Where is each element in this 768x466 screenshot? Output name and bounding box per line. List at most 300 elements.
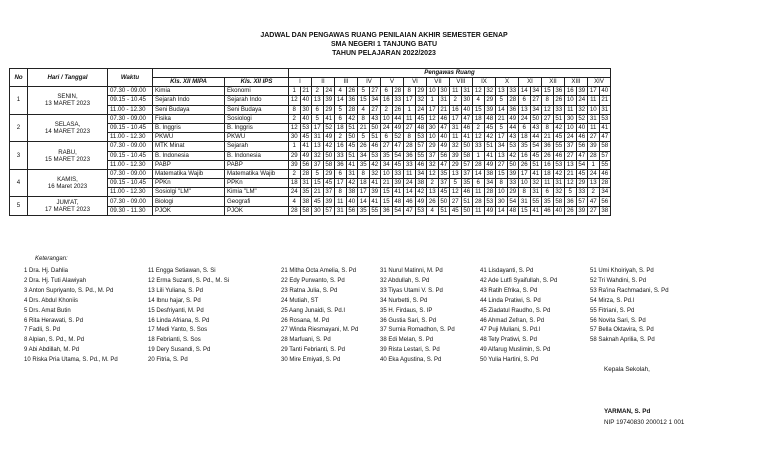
proctor-number: 12 <box>473 133 485 142</box>
proctor-number: 31 <box>335 206 347 215</box>
mipa-subject: Matematika Wajib <box>153 169 225 178</box>
staff-entry: 2 Dra. Hj. Tuti Alawiyah <box>24 277 87 284</box>
proctor-number: 4 <box>427 206 439 215</box>
ips-subject: PJOK <box>225 206 289 215</box>
proctor-number: 11 <box>588 96 600 105</box>
staff-entry: 39 Rista Lestari, S. Pd <box>380 347 440 354</box>
proctor-number: 42 <box>346 114 358 123</box>
proctor-number: 36 <box>542 142 554 151</box>
proctor-number: 11 <box>335 197 347 206</box>
proctor-number: 48 <box>507 206 519 215</box>
proctor-number: 39 <box>484 105 496 114</box>
proctor-number: 51 <box>484 142 496 151</box>
proctor-number: 15 <box>473 105 485 114</box>
staff-entry: 42 Ade Lutfi Syaifullah, S. Pd <box>480 277 558 284</box>
proctor-number: 10 <box>381 169 393 178</box>
time-cell: 11.00 - 12.30 <box>108 105 153 114</box>
room-header: II <box>312 78 335 87</box>
proctor-number: 16 <box>335 142 347 151</box>
staff-entry: 4 Drs. Abdul Khoniis <box>24 297 79 304</box>
proctor-number: 28 <box>473 160 485 169</box>
proctor-number: 29 <box>484 96 496 105</box>
proctor-number: 33 <box>553 105 565 114</box>
proctor-number: 41 <box>369 197 381 206</box>
proctor-number: 43 <box>530 123 542 132</box>
proctor-number: 21 <box>599 96 611 105</box>
proctor-number: 11 <box>473 206 485 215</box>
proctor-number: 42 <box>553 169 565 178</box>
proctor-number: 8 <box>404 133 416 142</box>
proctor-number: 36 <box>335 160 347 169</box>
proctor-number: 53 <box>599 114 611 123</box>
proctor-number: 13 <box>496 87 508 96</box>
proctor-number: 45 <box>415 114 427 123</box>
proctor-number: 41 <box>369 179 381 188</box>
staff-entry: 46 Ahmad Zefran, S. Pd <box>480 317 545 324</box>
proctor-number: 49 <box>415 197 427 206</box>
mipa-subject: Sosiolgi "LM" <box>153 188 225 197</box>
day-name: KAMIS, <box>57 176 78 184</box>
proctor-number: 21 <box>300 87 312 96</box>
room-header: VII <box>427 78 450 87</box>
proctor-number: 17 <box>404 96 416 105</box>
day-name: SELASA, <box>54 121 81 129</box>
proctor-number: 38 <box>415 179 427 188</box>
proctor-number: 49 <box>323 133 335 142</box>
mipa-subject: PJOK <box>153 206 225 215</box>
proctor-number: 47 <box>461 114 473 123</box>
staff-entry: 23 Ratna Julia, S. Pd <box>281 287 338 294</box>
proctor-number: 53 <box>369 151 381 160</box>
proctor-number: 55 <box>553 142 565 151</box>
schedule-row <box>10 114 611 123</box>
proctor-number: 18 <box>358 179 370 188</box>
proctor-number: 58 <box>553 197 565 206</box>
proctor-number: 40 <box>346 197 358 206</box>
proctor-number: 33 <box>392 169 404 178</box>
proctor-number: 16 <box>565 87 577 96</box>
proctor-number: 2 <box>312 87 324 96</box>
room-header: XIV <box>588 78 611 87</box>
time-cell: 09.15 - 10.45 <box>108 179 153 188</box>
time-cell: 07.30 - 09.00 <box>108 142 153 151</box>
proctor-number: 6 <box>542 188 554 197</box>
proctor-number: 17 <box>358 188 370 197</box>
proctor-number: 2 <box>427 179 439 188</box>
staff-entry: 16 Linda Afriana, S. Pd <box>148 317 210 324</box>
proctor-number: 45 <box>300 133 312 142</box>
proctor-number: 32 <box>415 96 427 105</box>
proctor-number: 28 <box>346 105 358 114</box>
staff-entry: 36 Gustia Sari, S. Pd <box>380 317 437 324</box>
proctor-number: 6 <box>381 133 393 142</box>
staff-entry: 30 Mire Emiyati, S. Pd <box>281 357 341 364</box>
proctor-number: 13 <box>312 142 324 151</box>
proctor-number: 28 <box>404 142 416 151</box>
proctor-number: 17 <box>335 179 347 188</box>
staff-entry: 53 Ra'ina Rachmadani, S. Pd <box>590 287 669 294</box>
proctor-number: 35 <box>519 142 531 151</box>
staff-entry: 14 Ibnu hajar, S. Pd <box>148 297 201 304</box>
staff-entry: 27 Winda Riesmayani, M. Pd <box>281 327 359 334</box>
proctor-number: 50 <box>369 123 381 132</box>
proctor-number: 36 <box>565 197 577 206</box>
proctor-number: 8 <box>358 169 370 178</box>
proctor-number: 33 <box>576 188 588 197</box>
proctor-number: 53 <box>300 123 312 132</box>
proctor-number: 27 <box>565 151 577 160</box>
proctor-number: 26 <box>565 206 577 215</box>
proctor-number: 55 <box>530 197 542 206</box>
proctor-number: 4 <box>289 197 301 206</box>
proctor-number: 24 <box>381 123 393 132</box>
proctor-number: 24 <box>289 188 301 197</box>
proctor-number: 33 <box>404 160 416 169</box>
proctor-number: 51 <box>461 197 473 206</box>
day-cell <box>28 114 108 142</box>
proctor-number: 37 <box>312 160 324 169</box>
proctor-number: 45 <box>484 123 496 132</box>
proctor-number: 41 <box>392 188 404 197</box>
proctor-number: 42 <box>323 142 335 151</box>
proctor-number: 10 <box>496 188 508 197</box>
proctor-number: 18 <box>289 179 301 188</box>
staff-entry: 41 Lisdayanti, S. Pd <box>480 268 534 274</box>
proctor-number: 57 <box>576 197 588 206</box>
proctor-number: 13 <box>519 105 531 114</box>
proctor-number: 33 <box>507 87 519 96</box>
staff-entry: 49 Alfarug Muslimin, S. Pd <box>480 347 551 354</box>
proctor-number: 35 <box>358 206 370 215</box>
proctor-number: 1 <box>404 105 416 114</box>
proctor-number: 5 <box>496 96 508 105</box>
ips-subject: PABP <box>225 160 289 169</box>
time-cell: 11.00 - 12.30 <box>108 188 153 197</box>
proctor-number: 46 <box>542 206 554 215</box>
proctor-number: 56 <box>438 151 450 160</box>
proctor-number: 41 <box>461 133 473 142</box>
proctor-number: 36 <box>381 206 393 215</box>
staff-entry: 8 Alpian, S. Pd., M. Pd <box>24 337 85 344</box>
proctor-number: 55 <box>415 151 427 160</box>
proctor-number: 51 <box>369 133 381 142</box>
proctor-number: 21 <box>438 105 450 114</box>
proctor-number: 2 <box>289 169 301 178</box>
proctor-number: 38 <box>484 169 496 178</box>
proctor-number: 31 <box>438 96 450 105</box>
proctor-number: 29 <box>415 87 427 96</box>
proctor-number: 51 <box>438 206 450 215</box>
ips-header: Kls. XII IPS <box>225 78 289 87</box>
proctor-number: 2 <box>289 114 301 123</box>
proctor-number: 1 <box>588 160 600 169</box>
proctor-number: 10 <box>588 105 600 114</box>
proctor-number: 28 <box>300 169 312 178</box>
day-number: 5 <box>10 197 28 215</box>
proctor-number: 1 <box>473 151 485 160</box>
proctor-number: 46 <box>553 151 565 160</box>
proctor-number: 11 <box>473 188 485 197</box>
time-cell: 09.15 - 10.45 <box>108 96 153 105</box>
proctor-number: 45 <box>323 179 335 188</box>
proctor-number: 8 <box>358 114 370 123</box>
proctor-number: 49 <box>438 142 450 151</box>
ips-subject: B. Indonesia <box>225 151 289 160</box>
proctor-number: 16 <box>381 96 393 105</box>
proctor-number: 6 <box>519 123 531 132</box>
proctor-number: 31 <box>530 188 542 197</box>
staff-column-5 <box>480 267 557 366</box>
proctor-number: 14 <box>496 105 508 114</box>
proctor-number: 34 <box>358 151 370 160</box>
staff-entry: 19 Dery Susandi, S. Pd <box>148 347 211 354</box>
proctor-number: 15 <box>381 197 393 206</box>
mipa-subject: B. Inggris <box>153 123 225 132</box>
day-number: 2 <box>10 114 28 142</box>
proctor-number: 31 <box>599 105 611 114</box>
proctor-number: 34 <box>530 105 542 114</box>
proctor-number: 58 <box>599 142 611 151</box>
proctor-number: 14 <box>358 197 370 206</box>
proctor-number: 12 <box>289 123 301 132</box>
proctor-number: 34 <box>484 179 496 188</box>
staff-entry: 18 Febrianti, S. Sos <box>148 337 201 344</box>
proctor-number: 15 <box>519 206 531 215</box>
proctor-number: 33 <box>335 151 347 160</box>
proctor-number: 24 <box>565 133 577 142</box>
proctor-number: 8 <box>542 96 554 105</box>
proctor-number: 15 <box>542 87 554 96</box>
proctor-number: 26 <box>392 105 404 114</box>
proctor-number: 12 <box>289 96 301 105</box>
schedule-row <box>10 169 611 178</box>
proctor-number: 13 <box>450 169 462 178</box>
proctor-number: 1 <box>427 96 439 105</box>
proctor-number: 43 <box>507 133 519 142</box>
proctor-number: 11 <box>404 169 416 178</box>
proctor-number: 11 <box>542 179 554 188</box>
proctor-number: 49 <box>484 160 496 169</box>
proctor-number: 54 <box>576 160 588 169</box>
proctor-number: 34 <box>599 188 611 197</box>
proctor-number: 2 <box>335 133 347 142</box>
proctor-number: 12 <box>450 188 462 197</box>
proctor-number: 39 <box>588 142 600 151</box>
proctor-number: 31 <box>588 114 600 123</box>
room-header: I <box>289 78 312 87</box>
room-header: V <box>381 78 404 87</box>
proctor-number: 32 <box>576 105 588 114</box>
staff-entry: 26 Rosana, M. Pd <box>281 317 330 324</box>
proctor-number: 44 <box>392 114 404 123</box>
col-day-header: Hari / Tanggal <box>28 69 108 87</box>
proctor-number: 21 <box>312 188 324 197</box>
proctor-number: 32 <box>530 179 542 188</box>
proctor-number: 21 <box>565 169 577 178</box>
time-cell: 09.15 - 10.45 <box>108 151 153 160</box>
proctor-number: 31 <box>450 123 462 132</box>
ips-subject: Ekonomi <box>225 87 289 96</box>
proctor-number: 15 <box>496 169 508 178</box>
staff-entry: 32 Abdullah, S. Pd <box>380 277 430 284</box>
mipa-subject: Biologi <box>153 197 225 206</box>
proctor-number: 35 <box>438 169 450 178</box>
proctor-number: 16 <box>542 160 554 169</box>
staff-entry: 37 Surnia Romadhon, S. Pd <box>380 327 455 334</box>
staff-entry: 13 Lili Yuliana, S. Pd <box>148 287 203 294</box>
proctor-number: 56 <box>346 206 358 215</box>
proctor-number: 58 <box>461 151 473 160</box>
schedule-row <box>10 142 611 151</box>
proctor-number: 27 <box>369 87 381 96</box>
proctor-number: 34 <box>415 169 427 178</box>
staff-entry: 58 Saknah Aprilia, S. Pd <box>590 337 655 344</box>
mipa-header: Kls. XII MIPA <box>153 78 225 87</box>
proctor-number: 49 <box>484 206 496 215</box>
proctor-number: 53 <box>507 142 519 151</box>
proctor-number: 17 <box>427 105 439 114</box>
day-date: 15 MARET 2023 <box>45 155 90 163</box>
schedule-row <box>10 87 611 96</box>
staff-entry: 43 Ratih Efrika, S. Pd <box>480 287 538 294</box>
proctor-number: 36 <box>404 151 416 160</box>
proctor-number: 24 <box>404 179 416 188</box>
kepala-sekolah-label: Kepala Sekolah, <box>604 366 650 373</box>
proctor-number: 17 <box>519 169 531 178</box>
proctor-number: 45 <box>312 197 324 206</box>
proctor-number: 58 <box>300 206 312 215</box>
proctor-number: 8 <box>496 179 508 188</box>
proctor-number: 6 <box>519 96 531 105</box>
proctor-number: 12 <box>473 87 485 96</box>
proctor-number: 42 <box>346 179 358 188</box>
ips-subject: Seni Budaya <box>225 105 289 114</box>
proctor-number: 1 <box>289 87 301 96</box>
proctor-number: 15 <box>312 179 324 188</box>
proctor-number: 12 <box>427 114 439 123</box>
proctor-number: 53 <box>484 197 496 206</box>
proctor-number: 27 <box>450 197 462 206</box>
proctor-number: 41 <box>323 114 335 123</box>
staff-column-2 <box>148 267 229 366</box>
proctor-number: 17 <box>588 87 600 96</box>
proctor-number: 21 <box>496 114 508 123</box>
mipa-subject: Seni Budaya <box>153 105 225 114</box>
proctor-number: 47 <box>576 151 588 160</box>
mipa-subject: PPKn <box>153 179 225 188</box>
proctor-number: 13 <box>565 160 577 169</box>
mipa-subject: PABP <box>153 160 225 169</box>
proctor-number: 54 <box>507 197 519 206</box>
proctor-number: 12 <box>427 169 439 178</box>
proctor-number: 41 <box>484 151 496 160</box>
principal-name: YARMAN, S. Pd <box>604 408 651 415</box>
staff-entry: 33 Tiyas Utami V. S. Pd <box>380 287 443 294</box>
proctor-number: 30 <box>565 114 577 123</box>
proctor-number: 37 <box>323 188 335 197</box>
proctor-number: 31 <box>312 133 324 142</box>
proctor-number: 50 <box>530 114 542 123</box>
proctor-number: 4 <box>358 105 370 114</box>
mipa-subject: MTK Minat <box>153 142 225 151</box>
day-number: 3 <box>10 142 28 170</box>
staff-entry: 35 H. Firdaus, S. IP <box>380 307 433 314</box>
proctor-number: 35 <box>381 151 393 160</box>
proctor-number: 14 <box>519 87 531 96</box>
staff-column-4 <box>380 267 455 366</box>
proctor-number: 45 <box>392 160 404 169</box>
proctor-number: 21 <box>542 133 554 142</box>
staff-entry: 20 Fitria, S. Pd <box>148 357 188 364</box>
proctor-number: 5 <box>335 105 347 114</box>
proctor-number: 46 <box>576 133 588 142</box>
ips-subject: Kimia "LM" <box>225 188 289 197</box>
day-name: SENIN, <box>57 93 78 101</box>
proctor-number: 39 <box>369 188 381 197</box>
proctor-number: 1 <box>289 142 301 151</box>
proctor-number: 24 <box>519 114 531 123</box>
ips-subject: Sosiologi <box>225 114 289 123</box>
proctor-number: 46 <box>599 169 611 178</box>
school-name: SMA NEGERI 1 TANJUNG BATU <box>330 41 438 48</box>
proctor-number: 57 <box>415 142 427 151</box>
ips-subject: PPKn <box>225 179 289 188</box>
day-date: 14 MARET 2023 <box>45 128 90 136</box>
proctor-number: 48 <box>484 114 496 123</box>
doc-title: JADWAL DAN PENGAWAS RUANG PENILAIAN AKHIR SEMESTER GENAP <box>260 32 508 39</box>
pengawas-header: Pengawas Ruang <box>289 69 611 78</box>
schedule-row <box>10 197 611 206</box>
day-cell <box>28 87 108 115</box>
proctor-number: 54 <box>392 206 404 215</box>
room-header: IX <box>473 78 496 87</box>
proctor-number: 30 <box>312 206 324 215</box>
proctor-number: 43 <box>369 114 381 123</box>
proctor-number: 27 <box>542 114 554 123</box>
proctor-number: 21 <box>358 123 370 132</box>
mipa-subject: Fisika <box>153 114 225 123</box>
proctor-number: 27 <box>588 206 600 215</box>
proctor-number: 51 <box>530 160 542 169</box>
academic-year: TAHUN PELAJARAN 2022/2023 <box>332 50 436 57</box>
proctor-number: 17 <box>496 133 508 142</box>
proctor-number: 27 <box>530 96 542 105</box>
proctor-number: 41 <box>599 123 611 132</box>
ips-subject: Matematika Wajib <box>225 169 289 178</box>
proctor-number: 35 <box>461 179 473 188</box>
proctor-number: 40 <box>461 105 473 114</box>
proctor-number: 6 <box>381 87 393 96</box>
room-header: X <box>496 78 519 87</box>
proctor-number: 44 <box>507 123 519 132</box>
proctor-number: 31 <box>553 179 565 188</box>
time-cell: 09.15 - 10.45 <box>108 123 153 132</box>
staff-entry: 34 Nurbetti, S. Pd <box>380 297 428 304</box>
proctor-number: 11 <box>565 105 577 114</box>
staff-entry: 54 Mirza, S. Pd.I <box>590 297 635 304</box>
staff-entry: 22 Edy Purwanto, S. Pd <box>281 277 345 284</box>
proctor-number: 33 <box>507 179 519 188</box>
proctor-number: 8 <box>404 87 416 96</box>
proctor-number: 30 <box>300 105 312 114</box>
proctor-number: 55 <box>369 206 381 215</box>
proctor-number: 13 <box>496 151 508 160</box>
staff-entry: 15 Desfriyanti, M. Pd <box>148 307 204 314</box>
staff-entry: 57 Bella Oktavira, S. Pd <box>590 327 654 334</box>
staff-entry: 6 Rita Herawati, S. Pd <box>24 317 84 324</box>
proctor-number: 39 <box>450 151 462 160</box>
proctor-number: 26 <box>358 142 370 151</box>
